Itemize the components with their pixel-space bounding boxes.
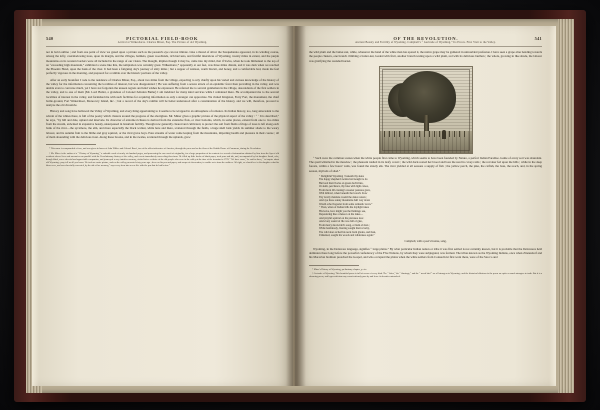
verse-line: And aye those sunny mountains half way down	[319, 199, 370, 203]
verse-line: From merry mock-bird's song, or hum of men ;	[319, 223, 370, 227]
left-paragraph: not in bold outline ; and from one point of view we gazed upon a picture such as the peasant's eye can not imitate. Like a thread of silver the Susquehanna appeared, in its winding course, among the lofty, overshadowing trees, upon its margin, and the villages, hamlets, green woodlands, rich harvests, and fruitful interstices of Wyoming, twenty miles in extent, and the purple mountains on its western borders were all included in the range of our vision. The thought, implies though it may be, came into my mind, that if Swiss, when he took Immanuel to the top of an “exceeding high mountain,” exhibited a scene like this, the temptation was certainly great. Wilkesbarre,* apparently at our feet, was three miles distant, and it was dark when we reached the Phoenix Hotel, upon the bank of the river. It had been a fatiguing day's journey of sixty miles ; but a supper of venison, warm biscuit, and honey, and a comfortable bed, made me feel perfectly vigorous in the morning, and prepared for a ramble over the historic portions of the valley.	[46, 50, 279, 76]
verse-line: The wild deer arched his neck from glades, and then,	[319, 230, 376, 234]
verse-line: Thy lovely maidens would the dance renew ;	[319, 195, 368, 199]
right-paragraph: “ Such were the common scenes when the white people first came to Wyoming, which seems to have been founded by Nature, a perfect Indian Paradise. Game of every sort was abundant. The quail whistled in the meadow ; the pheasant rustled in its leafy covert ; the wild duck reared her brood and bore the reed in covey raids ; the red deer fed upon the hills ; while in the deep forests, within a few hours' walk, was found the stately elk. The river yielded at all seasons a supply of fish ; the yellow perch, the pike, the catfish, the bass, the roach, and, in the spring season, myriads of shad.”	[309, 155, 542, 173]
right-subhead: Ancient Beauty and Fertility of Wyoming. Campbell's “ Gertrude of Wyoming.” Its Errors. First Visit to the Valley.	[355, 41, 496, 44]
right-footnote: * Miner's History of Wyoming, preliminary chapter, p. xiv.	[312, 267, 367, 271]
verse-line: The happy shepherd swains had nought to do	[319, 178, 368, 182]
left-page-number: 540	[46, 36, 54, 41]
verse-line: Depasturing like a meteor on the lakes—	[319, 213, 364, 217]
verse-line: While harmlessly, floating sought their revelry,	[319, 227, 370, 231]
left-footnote-rule	[46, 144, 96, 145]
left-paragraph: History and song have hallowed the Valley of Wyoming, and every thing appertaining to it seems to be wrapped in an atmosphere of romance. Its Indian history, too, long antecedent to the advent of the whites there, is full of the poetry which clusters around the progress of the aborigines. Mr. Miner gives a graphic picture of the physical aspect of the valley : “ ‘ It is described,” he says, “by hill and dale, upland and intervale. Its character of extreme richness is derived from the extensive flats, or river bottoms, which, in some places, extend from one to two miles from the stream, entwined in expansive beauty, unsurpassed in luxuriant fertility. Though now generally cleared and cultivated, to protect the soil from fluids a fringe of trees is left along each bank of the river—the sycamore, the elm, and more especially the black walnut, while here and there, scattered through the fields, a huge shell bark yields its summer shade to the weary laborer, and its autumn fruit to the blithe and gray squirrel, or the rival grove boys. Pure streams of water come leaping from the mountains, imparting health and pleasure in their course ; all of them abounding with the delicious trout. Along these brooks, and in the swales, scattered through the uplands, grow	[46, 109, 279, 139]
left-page	[32, 26, 293, 386]
right-running-title: OF THE REVOLUTION.	[393, 36, 459, 41]
right-paragraph: the wild plum and the butter-nut, while, whenever the hand of the white man has spared it, the native grape may be gathered in untroubled profusion. I have seen a grape-vine bending towards the people clusters, one branch climbing a butter-nut, loaded with fruit, another branch testing upon a wild plum, red with its delicious burthen ; the whole, growing in like shade, the laborer was gratifying the rounded hornet.	[309, 50, 542, 63]
right-footnote: † Gertrude of Wyoming. This beautiful poem is full of errors of every kind. The “ lakes,” the “ flamingo,” and the “ mock bird ” are all strangers to Wyoming ; and the historical allusions in the poem are quite as much strangers to truth. But it is a charming poem, and hypercriticism may conscientiously pass by and leave its beauties untouched.	[309, 272, 542, 278]
verse-attribution: Campbell, with a poet's license, sang,	[404, 239, 447, 243]
right-footnote-rule	[309, 265, 359, 266]
right-page-edge-highlight	[549, 26, 556, 386]
left-head-rule	[46, 46, 279, 47]
right-head-rule	[309, 46, 542, 47]
verse-block	[319, 175, 542, 238]
verse-line: Unhunted, sought his woods and wilderness again.”	[319, 234, 375, 238]
verse-line: His leave, how might you the flamingo see,	[319, 209, 366, 213]
right-closing-paragraph: Wyoming, in the Delaware language, signifies “ large plains.” By what particular Indian nation or tribe it was first settled is not certainly known, but it is probable that the Delawares held dominion there long before the powerful confederacy of the Five Nations, by whom they were subjugated, was formed. The tribes known as the Wyoming Indians, once when Zinzendorf and his Moravian brethren preached the Gospel, and who occupied the plains when the white settlers from Connecticut first went there, were of the Stocco and	[309, 246, 542, 260]
right-page	[295, 26, 556, 386]
verse-line: With timbrel, when beneath the forest's brow	[319, 192, 368, 196]
engraving-inner-frame	[382, 69, 470, 151]
verse-line: And playful squirrel on his piecanoe tree :	[319, 216, 365, 220]
verse-line: And every sound of life was full of glee,	[319, 220, 363, 224]
right-page-number: 541	[534, 36, 542, 41]
verse-line: From morn till evening's sweeter pastures grew,	[319, 188, 371, 192]
figure-wrap	[309, 66, 542, 154]
verse-line: “ Delightful Wyoming ! beneath thy skies	[319, 174, 364, 178]
wyoming-valley-engraving	[379, 66, 473, 154]
left-running-title: PICTORIAL FIELD-BOOK	[126, 36, 199, 41]
verse-line: “ Then, when of Indian hills the daylight takes	[319, 206, 369, 210]
left-paragraph: After an early breakfast I rode to the residence of Charles Miner, Esq., about two miles from the village, expecting to rely chiefly upon his varied and curious knowledge of the history of the valley for the information concerning the localities of interest, but was disappointed.† He was suffering from a severe attack of an epidemic fever then prevailing in the valley, and was unable even to converse much, yet I have not forgotten the unseen regrets and kind wishes he expressed. He referred me to several gentlemen in the village, descendants of the first settlers in the valley, and to one of them (Mr. Lord Butler, a grandson of Colonel Zebulon Butler) I am indebted for many kind services while I remained there. He accompanied me to the several localities of interest in the valley, and furnished me with such facilities for acquiring information as only a stranger can appreciate. We visited Kingston, Forty Fort, the monument, the chief battle-ground, Fort Wintermoot, Monocacy Island, &c. ; but a record of the day's ramble will be better understood after a consideration of the history, and we will, therefore, proceed to analyze the old chronicle.	[46, 77, 279, 107]
left-text-column	[46, 50, 279, 141]
verse-line: But feed their flocks on green declivities,	[319, 181, 364, 185]
left-subhead: Arrival at Wilkesbarre. Charles Miner, Esq. The Picture of old Wyoming.	[117, 41, 208, 44]
right-text-column	[309, 50, 542, 262]
left-page-edge-highlight	[32, 26, 39, 386]
left-footnote: † Mr. Miner is the author of a “ History of Wyoming,” a valuable work of nearly six hundred pages, and possessing the rare merit of originality, for a large proportion of its contents is a record of information obtained by him from the lips of old residents whose lives and memories ran parallel with the Revolutionary history of the valley, and events immediately succeeding therefrom. He filled up little books of blank paper, took pens and ink, and, accompanied by his daughter Sarah, who, though blind, was a cheerful and appreciable companion, and journeyed a very intuitive memory, visited twice or thrice of the old people who were in the valley at the time of the invasion in 1778. “ We have come,” he said to them, “ to inquire about old Wyoming ; pray tell us all you know. We took an easier picture, such as the valley presented sixty years ago ; drew on his pen and paper, and scraps of observation, to enable us to form the outlines. All right, we should see in his daughter what his labor were, and was cheerfully corrected, by the aid of her memory,” says every item into a new life with the pen that he had before.”	[46, 151, 279, 167]
verse-line: Would echo flageolet from some romantic town.”	[319, 202, 373, 206]
verse-line: Or skim, perchance, thy lake with light canoe,	[319, 185, 369, 189]
left-footnote: * This name is compounded of two, and was given in honor of John Wilkes and Colonel Barré, two of the ablest advocates of America, through the press and on the floor of the British House of Commons, during the Revolution.	[49, 147, 262, 150]
open-book	[14, 10, 586, 402]
